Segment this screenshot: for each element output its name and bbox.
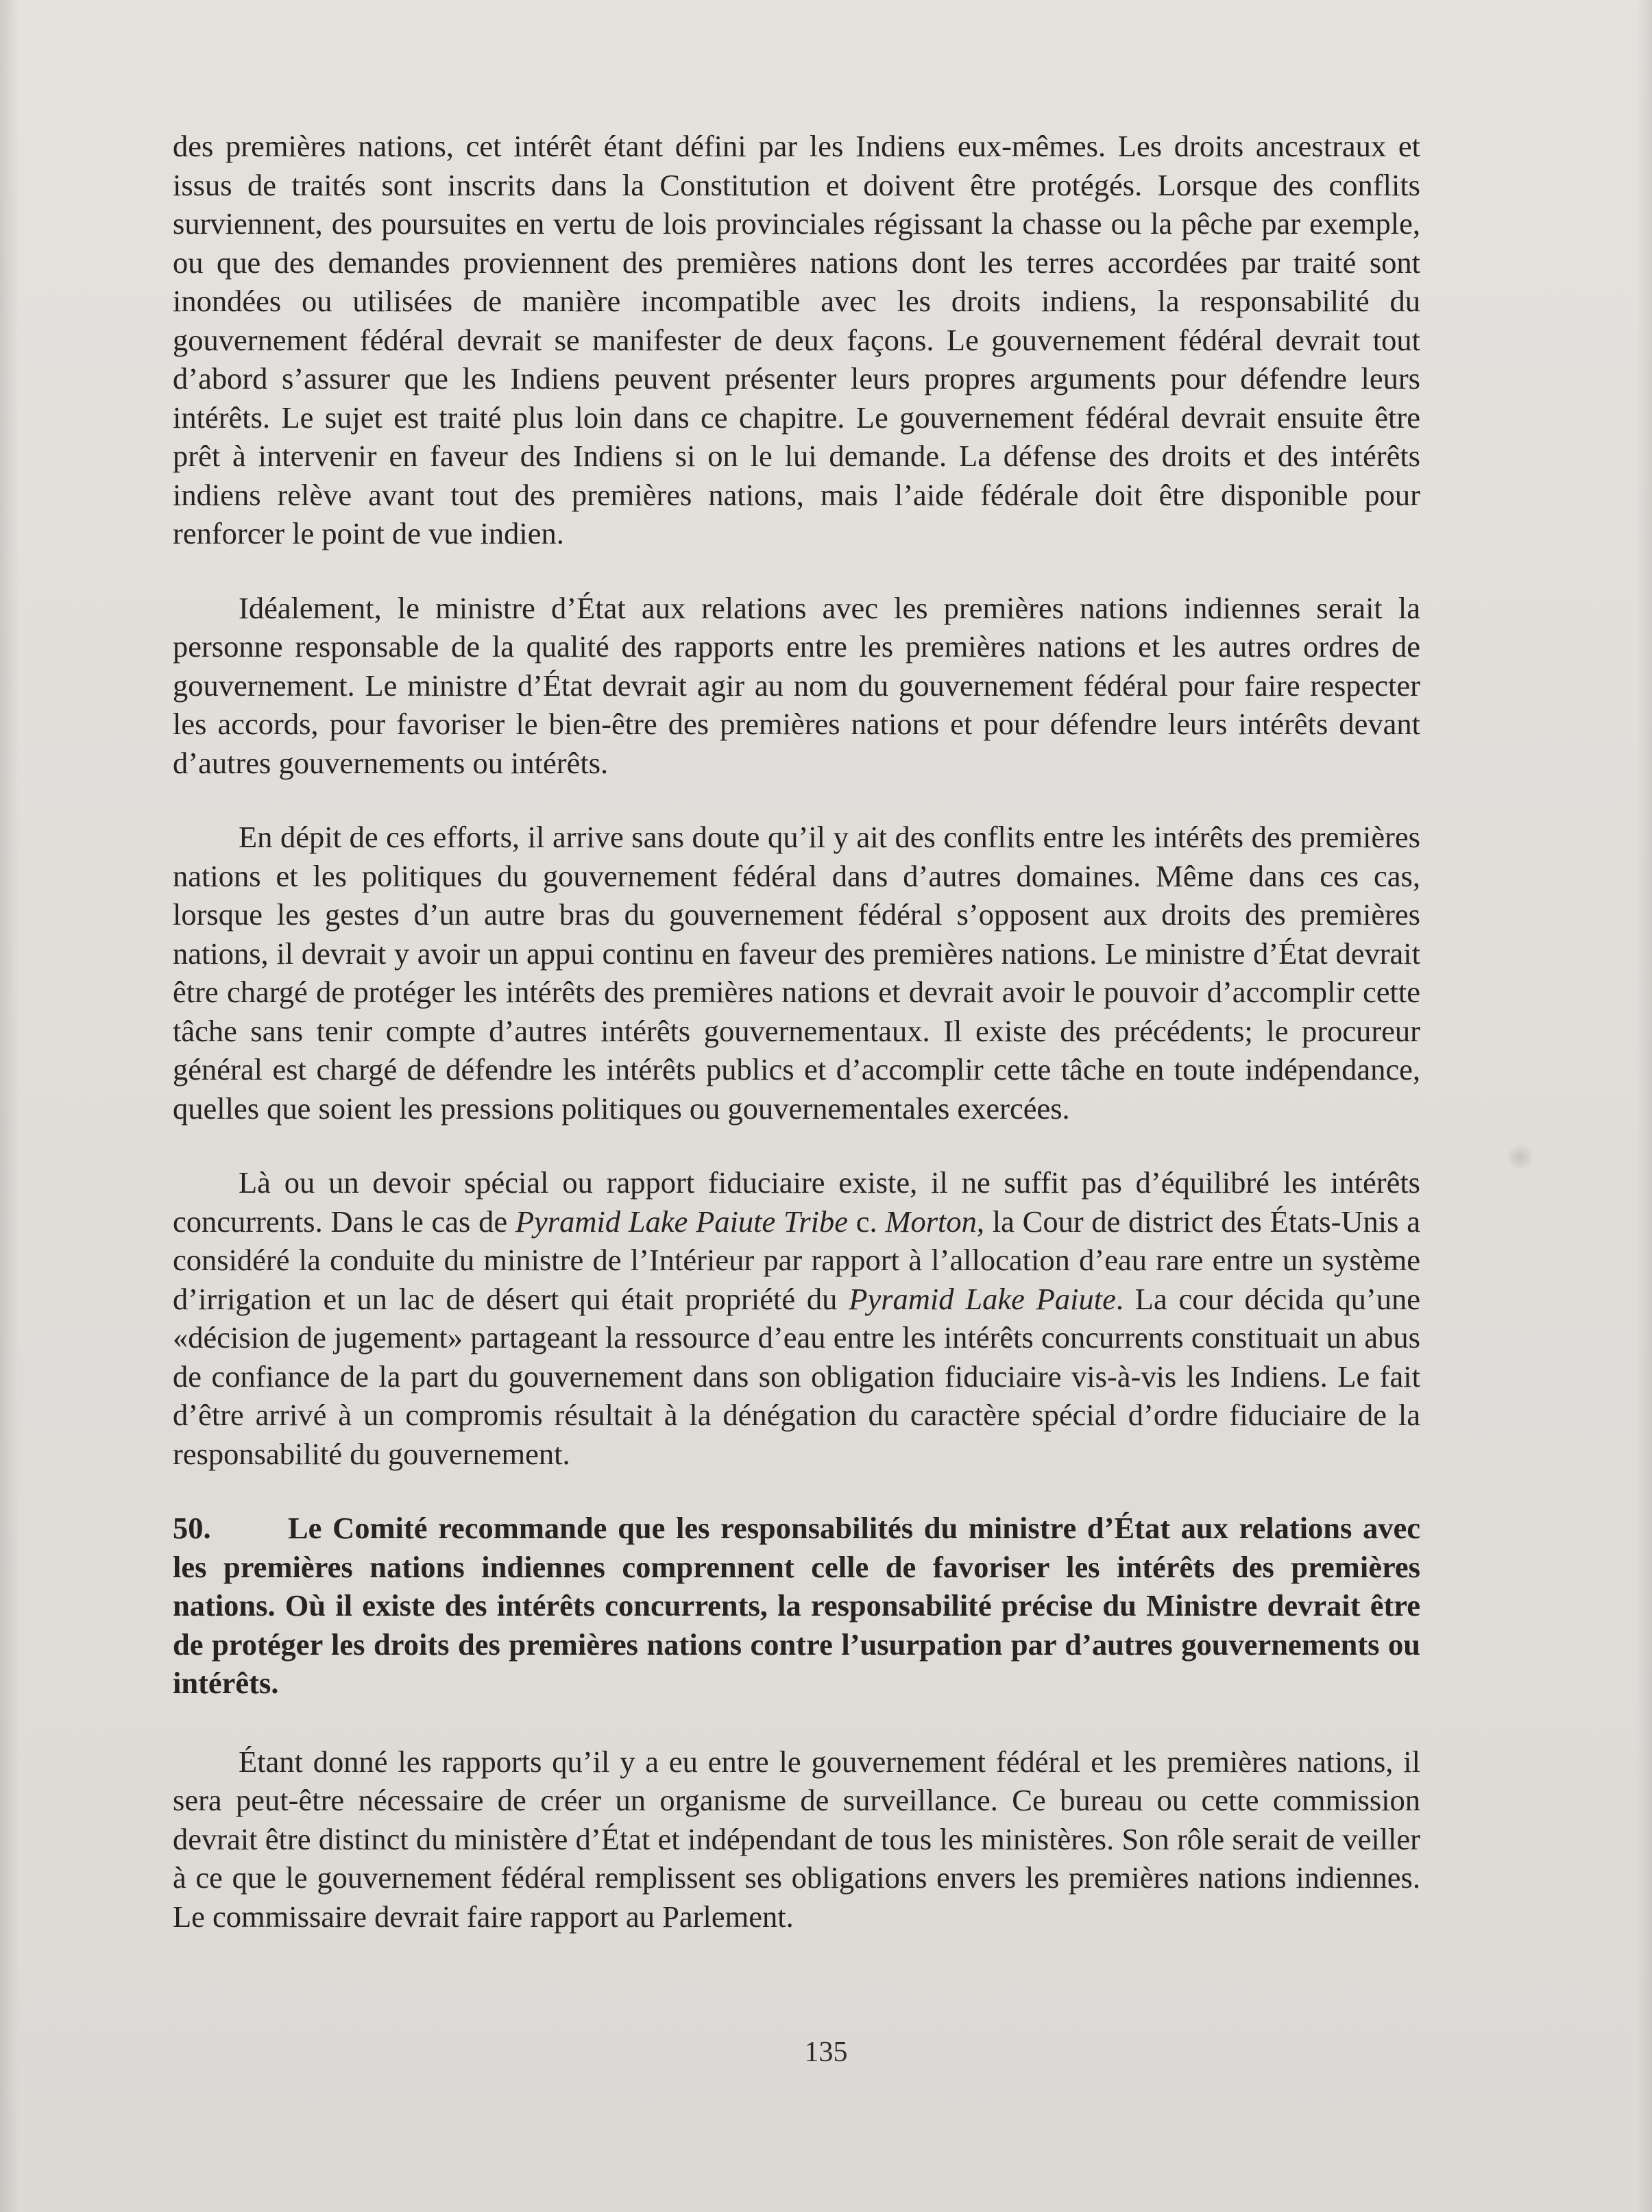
paper-smudge [1507,1143,1534,1171]
paragraph-4-part-4: . La cour décida qu’une «décision de jugement» partageant la ressource d’eau entre les intérêts concurrents constituait un abus de confiance de la part du gouvernement dans son obligation fiduciaire vis-à-vis les Indiens. Le fait d’être arrivé à un compromis résultait à la dénégation du caractère spécial d’ordre fiduciaire de la responsabilité du gouvernement. [173,1281,1420,1471]
paragraph-4-part-1: Là ou un devoir spécial ou rapport fiduciaire existe, il ne suffit pas d’équilibré les intérêts concurrents. Dans le cas de [173,1165,1420,1239]
paragraph-4 [173,1163,1420,1473]
case-name-italic: Pyramid Lake Paiute Tribe [515,1204,849,1239]
paragraph-4-part-3: , la Cour de district des États-Unis a considéré la conduite du ministre de l’Intérieur par rapport à l’allocation d’eau rare entre un système d’irrigation et un lac de désert qui était propriété du [173,1204,1420,1316]
paragraph-final: Étant donné les rapports qu’il y a eu entre le gouvernement fédéral et les premières nations, il sera peut-être nécessaire de créer un organisme de surveillance. Ce bureau ou cette commission devrait être distinct du ministère d’État et indépendant de tous les ministères. Son rôle serait de veiller à ce que le gouvernement fédéral remplissent ses obligations envers les premières nations indiennes. Le commissaire devrait faire rapport au Parlement. [173,1744,1420,1934]
tribe-name-italic: Pyramid Lake Paiute [849,1281,1116,1316]
paragraph-3: En dépit de ces efforts, il arrive sans doute qu’il y ait des conflits entre les intérêts des premières nations et les politiques du gouvernement fédéral dans d’autres domaines. Même dans ces cas, lorsque les gestes d’un autre bras du gouvernement fédéral s’opposent aux droits des premières nations, il devrait y avoir un appui continu en faveur des premières nations. Le ministre d’État devrait être chargé de protéger les intérêts des premières nations et devrait avoir le pouvoir d’accomplir cette tâche sans tenir compte d’autres intérêts gouvernementaux. Il existe des précédents; le procureur général est chargé de défendre les intérêts publics et d’accomplir cette tâche en toute indépendance, quelles que soient les pressions politiques ou gouvernementales exercées. [173,820,1420,1126]
paragraph-1: des premières nations, cet intérêt étant défini par les Indiens eux-mêmes. Les droits ancestraux et issus de traités sont inscrits dans la Constitution et doivent être protégés. Lorsque des conflits surviennent, des poursuites en vertu de lois provinciales régissant la chasse ou la pêche par exemple, ou que des demandes proviennent des premières nations dont les terres accordées par traité sont inondées ou utilisées de manière incompatible avec les droits indiens, la responsabilité du gouvernement fédéral devrait se manifester de deux façons. Le gouvernement fédéral devrait tout d’abord s’assurer que les Indiens peuvent présenter leurs propres arguments pour défendre leurs intérêts. Le sujet est traité plus loin dans ce chapitre. Le gouvernement fédéral devrait ensuite être prêt à intervenir en faveur des Indiens si on le lui demande. La défense des droits et des intérêts indiens relève avant tout des premières nations, mais l’aide fédérale doit être disponible pour renforcer le point de vue indien. [173,129,1420,550]
paragraph-2: Idéalement, le ministre d’État aux relations avec les premières nations indiennes serait la personne responsable de la qualité des rapports entre les premières nations et les autres ordres de gouvernement. Le ministre d’État devrait agir au nom du gouvernement fédéral pour faire respecter les accords, pour favoriser le bien-être des premières nations et pour défendre leurs intérêts devant d’autres gouvernements ou intérêts. [173,590,1420,780]
paragraph-4-part-2: c. [848,1204,886,1239]
recommendation-number: 50. [173,1511,211,1545]
page-number: 135 [804,2037,848,2068]
recommendation-text: Le Comité recommande que les responsabilités du ministre d’État aux relations avec les premières nations indiennes comprennent celle de favoriser les intérêts des premières nations. Où il existe des intérêts concurrents, la responsabilité précise du Ministre devrait être de protéger les droits des premières nations contre l’usurpation par d’autres gouvernements ou intérêts. [173,1511,1420,1700]
body-text [173,127,1420,1971]
case-defendant-italic: Morton [885,1204,977,1239]
recommendation-50 [173,1509,1420,1703]
